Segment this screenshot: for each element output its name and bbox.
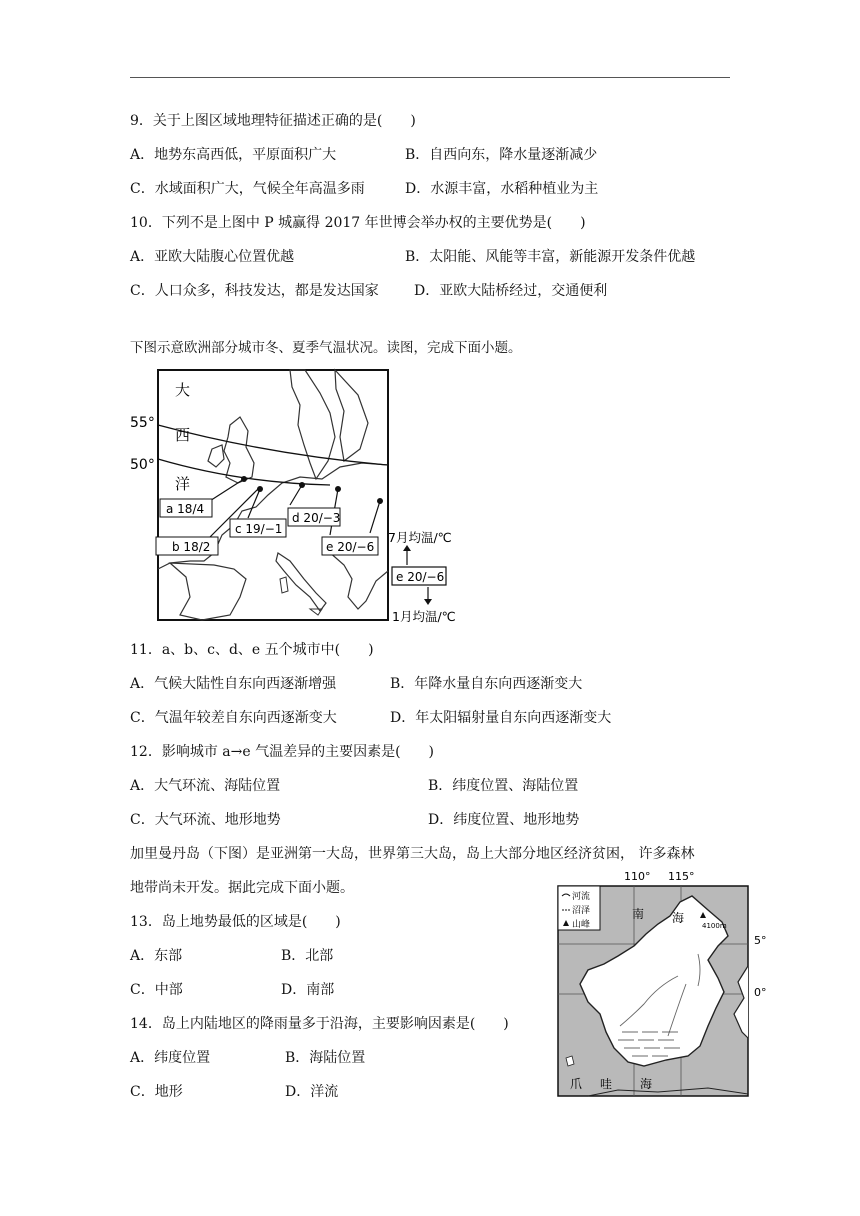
q12-option-a: A．大气环流、海陆位置 (130, 778, 281, 794)
europe-intro: 下图示意欧洲部分城市冬、夏季气温状况。读图，完成下面小题。 (130, 340, 522, 356)
city-label-a: a 18/4 (166, 502, 205, 516)
q9-option-b: B．自西向东，降水量逐渐减少 (405, 147, 598, 163)
legend-july: 7月均温/℃ (388, 530, 452, 545)
q10-option-c: C．人口众多，科技发达，都是发达国家 (130, 283, 379, 299)
borneo-intro-line1: 加里曼丹岛（下图）是亚洲第一大岛，世界第三大岛，岛上大部分地区经济贫困， 许多森林 (130, 846, 695, 862)
q13-stem: 13．岛上地势最低的区域是( ) (130, 914, 341, 930)
city-label-e: e 20/−6 (326, 540, 375, 554)
europe-map-frame (158, 370, 388, 620)
q12-option-d: D．纬度位置、地形地势 (428, 812, 580, 828)
q14-option-a: A．纬度位置 (130, 1050, 211, 1066)
q13-option-d: D．南部 (281, 982, 335, 998)
q14-option-b: B．海陆位置 (285, 1050, 366, 1066)
legend-swamp: 沼泽 (572, 906, 591, 916)
q12-option-c: C．大气环流、地形地势 (130, 812, 281, 828)
ocean-char-1: 大 (175, 381, 191, 399)
q9-option-c: C．水域面积广大，气候全年高温多雨 (130, 181, 365, 197)
sea-north-char-2: 海 (672, 911, 685, 925)
legend-arrowhead-down (424, 599, 432, 605)
q10-option-b: B．太阳能、风能等丰富，新能源开发条件优越 (405, 249, 696, 265)
borneo-map (548, 866, 778, 1100)
lon-label-115: 115° (668, 870, 695, 883)
lat-label-50: 50° (130, 457, 155, 473)
sea-north-char-1: 南 (632, 907, 645, 921)
legend-january: 1月均温/℃ (392, 609, 456, 624)
city-label-b: b 18/2 (172, 540, 211, 554)
legend-peak: 山峰 (572, 920, 591, 930)
legend-box-label: e 20/−6 (396, 570, 445, 584)
lat-label-55: 55° (130, 415, 155, 431)
borneo-intro-line2: 地带尚未开发。据此完成下面小题。 (130, 880, 354, 896)
q14-option-d: D．洋流 (285, 1084, 339, 1100)
q13-option-a: A．东部 (130, 948, 183, 964)
europe-temperature-map (130, 365, 475, 627)
q11-option-d: D．年太阳辐射量自东向西逐渐变大 (390, 710, 612, 726)
q12-stem: 12．影响城市 a→e 气温差异的主要因素是( ) (130, 744, 434, 760)
city-label-c: c 19/−1 (235, 522, 283, 536)
sea-south-char-1: 爪 (570, 1077, 583, 1091)
city-point-a (241, 476, 247, 482)
q9-option-d: D．水源丰富，水稻种植业为主 (405, 181, 599, 197)
q13-option-b: B．北部 (281, 948, 334, 964)
city-label-d: d 20/−3 (292, 511, 341, 525)
q12-option-b: B．纬度位置、海陆位置 (428, 778, 579, 794)
q11-option-a: A．气候大陆性自东向西逐渐增强 (130, 676, 337, 692)
lon-label-110: 110° (624, 870, 651, 883)
q14-stem: 14．岛上内陆地区的降雨量多于沿海，主要影响因素是( ) (130, 1016, 509, 1032)
q10-option-a: A．亚欧大陆腹心位置优越 (130, 249, 295, 265)
city-point-d (299, 482, 305, 488)
q9-option-a: A．地势东高西低，平原面积广大 (130, 147, 337, 163)
q11-option-c: C．气温年较差自东向西逐渐变大 (130, 710, 337, 726)
lat-label-5: 5° (754, 934, 767, 947)
ocean-char-2: 西 (175, 426, 191, 444)
q11-stem: 11．a、b、c、d、e 五个城市中( ) (130, 642, 374, 658)
q14-option-c: C．地形 (130, 1084, 183, 1100)
q9-stem: 9．关于上图区域地理特征描述正确的是( ) (130, 113, 416, 129)
city-point-c (257, 486, 263, 492)
q13-option-c: C．中部 (130, 982, 183, 998)
peak-height: 4100m (702, 922, 727, 930)
legend-river: 河流 (572, 892, 591, 902)
q11-option-b: B．年降水量自东向西逐渐变大 (390, 676, 583, 692)
header-rule (130, 77, 730, 78)
city-point-e (377, 498, 383, 504)
legend-arrowhead-up (403, 545, 411, 551)
city-point-d2 (335, 486, 341, 492)
sea-south-char-3: 海 (640, 1077, 653, 1091)
lat-label-0: 0° (754, 986, 767, 999)
q10-stem: 10．下列不是上图中 P 城赢得 2017 年世博会举办权的主要优势是( ) (130, 215, 586, 231)
sea-south-char-2: 哇 (600, 1077, 613, 1091)
ocean-char-3: 洋 (175, 475, 191, 493)
q10-option-d: D．亚欧大陆桥经过，交通便利 (414, 283, 608, 299)
